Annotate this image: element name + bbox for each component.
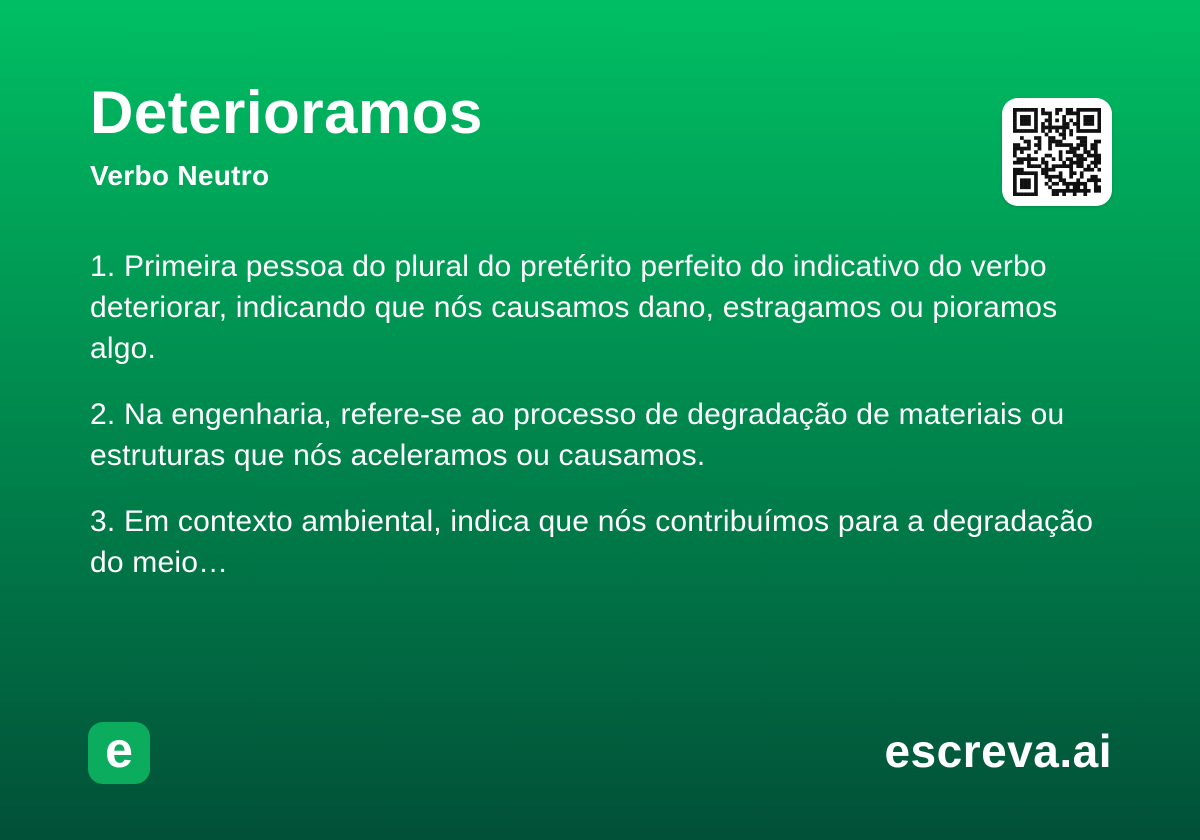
definition-item: 3. Em contexto ambiental, indica que nós contribuímos para a degradação do meio… [90,505,1094,579]
logo-letter-e-icon: e [105,722,133,778]
word-type-label: Verbo Neutro [90,160,270,191]
definitions-list [90,246,1120,608]
definition-item: 2. Na engenharia, refere-se ao processo de degradação de materiais ou estruturas que nós aceleramos ou causamos. [90,398,1065,472]
brand-logo [88,722,150,784]
header [90,79,483,192]
qr-box [1002,98,1112,206]
brand-name: escreva.ai [884,725,1112,777]
qr-code-icon [1013,108,1101,196]
page-title: Deterioramos [90,79,483,146]
definition-item: 1. Primeira pessoa do plural do pretérito perfeito do indicativo do verbo deteriorar, indicando que nós causamos dano, estragamos ou pioramos algo. [90,250,1058,365]
